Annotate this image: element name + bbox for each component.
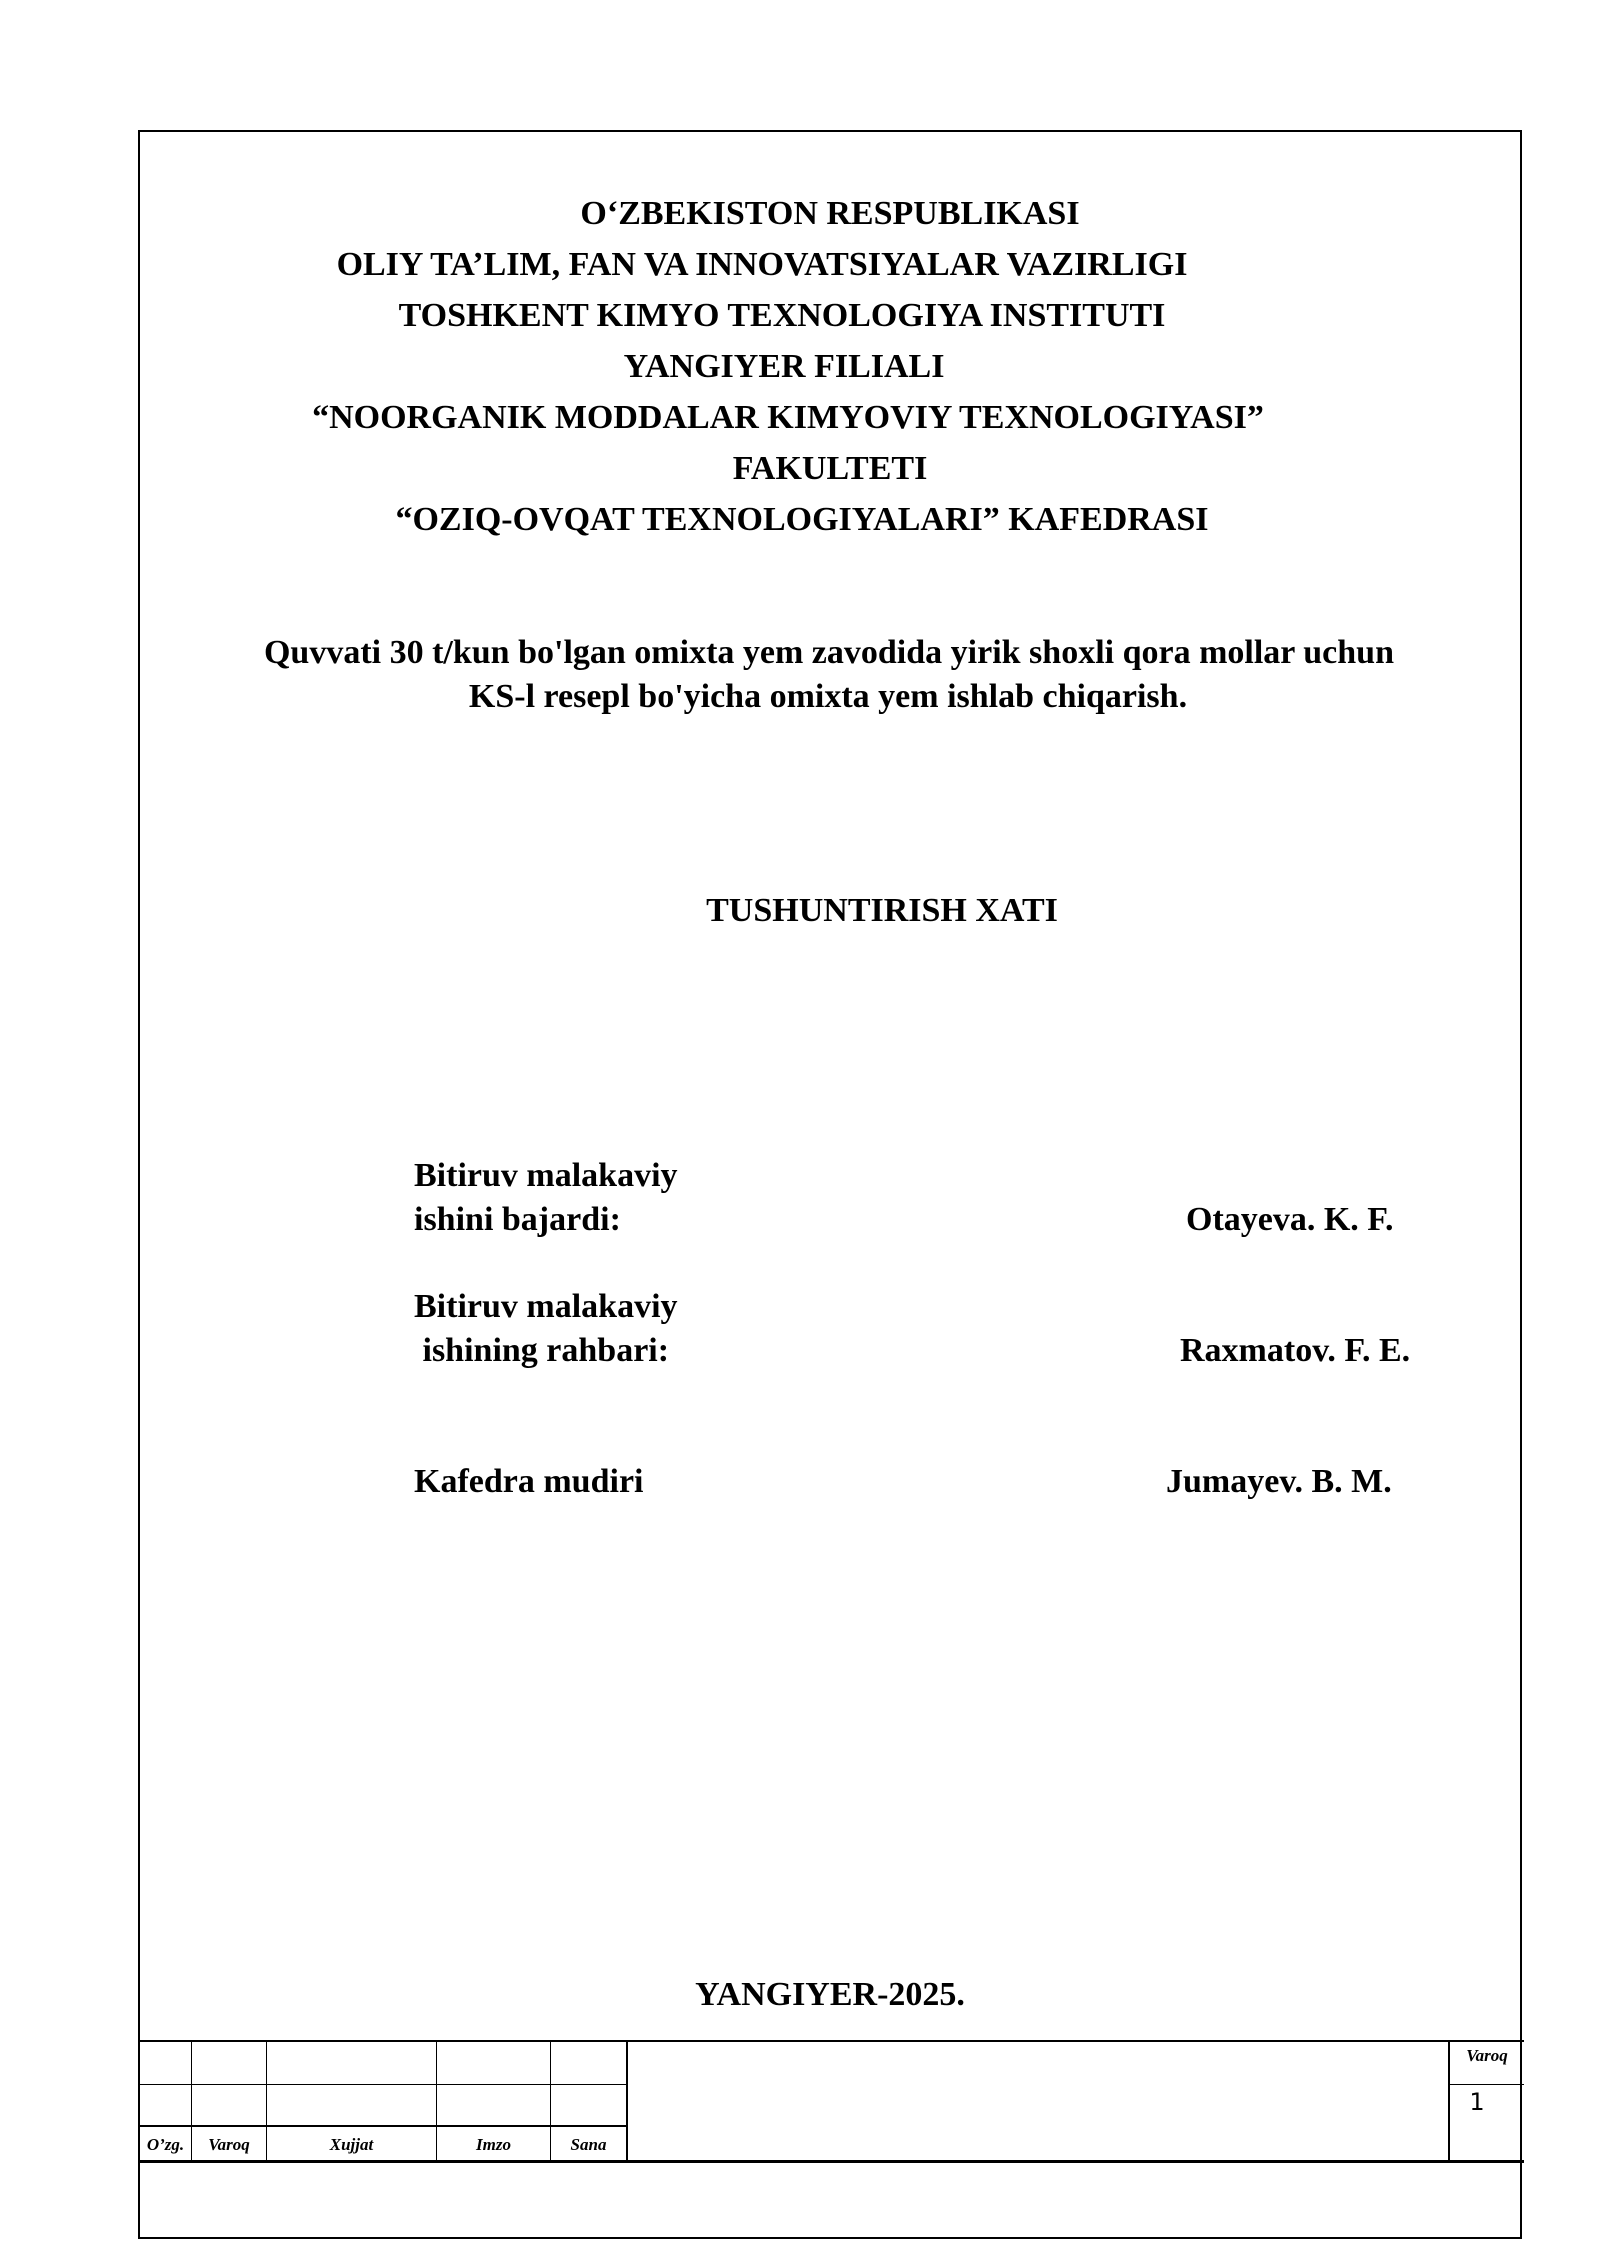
header-line-faculty: FAKULTETI	[732, 450, 928, 487]
institution-header	[140, 188, 1520, 545]
signature-label-head: Kafedra mudiri	[414, 1463, 644, 1500]
stamp-label-sheet: Varoq	[208, 2135, 250, 2154]
stamp-bottom-border	[140, 2160, 1524, 2163]
document-type-title: TUSHUNTIRISH XATI	[706, 892, 1058, 929]
header-line-institute: TOSHKENT KIMYO TEXNOLOGIYA INSTITUTI	[398, 297, 1166, 334]
signature-name-head: Jumayev. B. M.	[1166, 1463, 1392, 1500]
stamp-label-change: O’zg.	[146, 2135, 185, 2154]
topic-line-1: Quvvati 30 t/kun bo'lgan omixta yem zavodida yirik shoxli qora mollar uchun	[263, 634, 1395, 671]
stamp-sheet-number: 1	[1469, 2088, 1485, 2116]
stamp-sheet-label-line	[1448, 2084, 1524, 2085]
signature-label-author: Bitiruv malakaviy ishini bajardi:	[414, 1157, 678, 1238]
signature-name-author: Otayeva. K. F.	[1186, 1201, 1394, 1238]
stamp-header-row-line	[140, 2125, 628, 2127]
signature-label-supervisor: Bitiruv malakaviy ishining rahbari:	[414, 1288, 678, 1369]
header-line-branch: YANGIYER FILIALI	[623, 348, 945, 385]
stamp-sheet-title: Varoq	[1466, 2046, 1508, 2065]
thesis-topic	[140, 631, 1520, 719]
stamp-label-document: Xujjat	[329, 2135, 374, 2154]
header-line-country: O‘ZBEKISTON RESPUBLIKASI	[580, 195, 1080, 232]
stamp-top-border	[140, 2040, 1524, 2042]
stamp-col-line-5	[626, 2040, 628, 2162]
stamp-label-date: Sana	[570, 2135, 607, 2154]
signature-name-supervisor: Raxmatov. F. E.	[1180, 1332, 1411, 1369]
stamp-row-line	[140, 2084, 628, 2085]
city-year: YANGIYER-2025.	[695, 1976, 965, 2013]
page-frame	[138, 130, 1522, 2239]
topic-line-2: KS-l resepl bo'yicha omixta yem ishlab chiqarish.	[468, 678, 1188, 715]
stamp-label-signature: Imzo	[476, 2135, 511, 2154]
header-line-faculty-name: “NOORGANIK MODDALAR KIMYOVIY TEXNOLOGIYASI”	[312, 399, 1264, 436]
header-line-department: “OZIQ-OVQAT TEXNOLOGIYALARI” KAFEDRASI	[395, 501, 1209, 538]
header-line-ministry: OLIY TA’LIM, FAN VA INNOVATSIYALAR VAZIRLIGI	[336, 246, 1188, 283]
